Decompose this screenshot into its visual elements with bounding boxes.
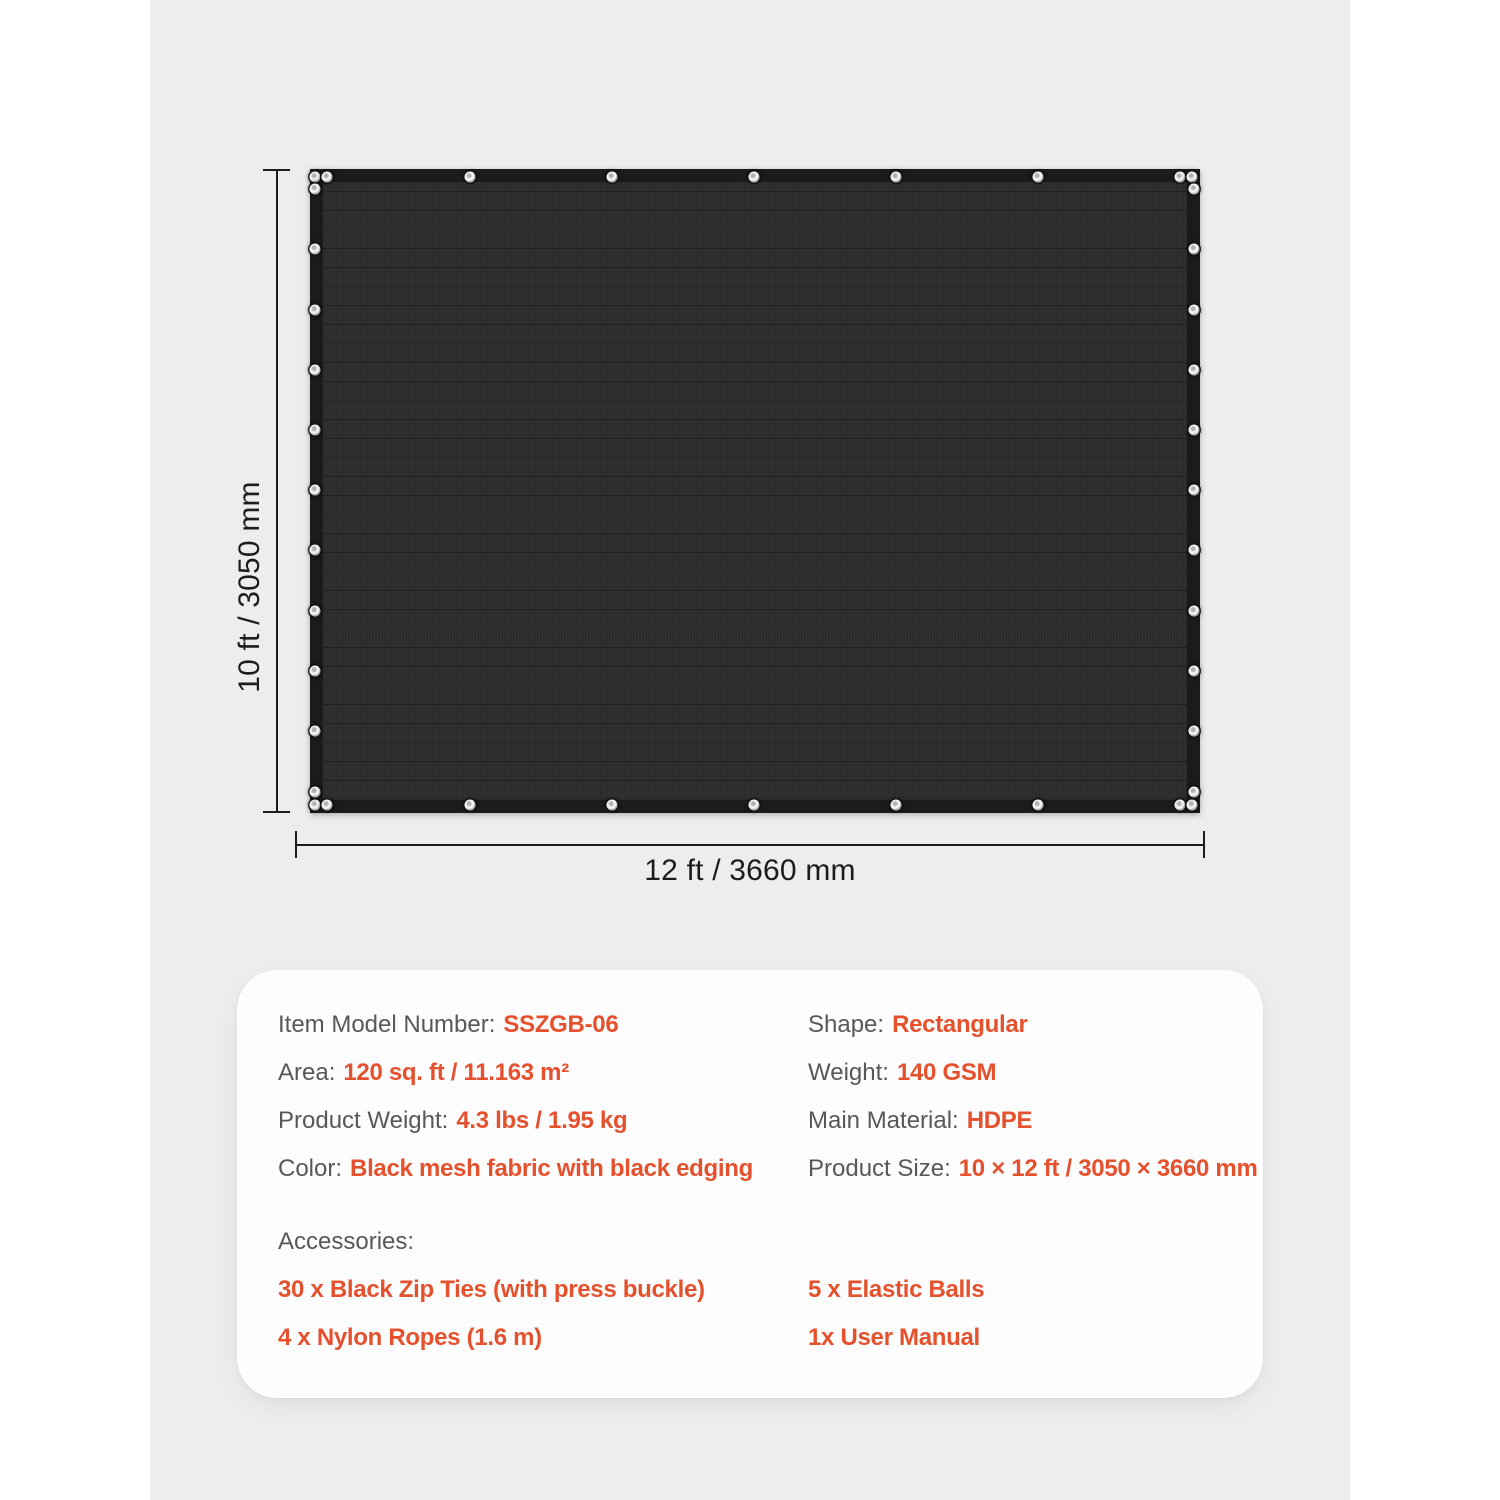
spec-value: HDPE [966, 1107, 1033, 1134]
mesh-texture [323, 182, 1187, 800]
spec-row-item-model-number [278, 1001, 753, 1049]
grommet-icon [607, 800, 618, 811]
grommet-icon [310, 172, 321, 183]
spec-label: Product Weight: [278, 1107, 449, 1134]
spec-column-right [808, 1001, 1258, 1193]
grommet-icon [1189, 606, 1200, 617]
height-dimension-tick-top [263, 169, 290, 171]
accessories-column-left [278, 1266, 705, 1362]
spec-label: Weight: [808, 1059, 889, 1086]
grommet-icon [1189, 244, 1200, 255]
spec-label: Product Size: [808, 1155, 951, 1182]
grommet-icon [310, 365, 321, 376]
accessories-heading [278, 1218, 422, 1266]
grommet-icon [1189, 666, 1200, 677]
grommet-icon [310, 606, 321, 617]
grommet-icon [310, 184, 321, 195]
grommet-icon [322, 800, 333, 811]
spec-value: 10 × 12 ft / 3050 × 3660 mm [958, 1155, 1258, 1182]
spec-row-product-weight [278, 1097, 753, 1145]
width-dimension-label: 12 ft / 3660 mm [644, 854, 856, 887]
grommet-icon [310, 425, 321, 436]
accessory-item-elastic-balls: 5 x Elastic Balls [808, 1276, 985, 1303]
spec-row-main-material [808, 1097, 1258, 1145]
shade-net-illustration [310, 169, 1200, 813]
gray-panel [150, 0, 1350, 1500]
grommet-icon [1189, 787, 1200, 798]
accessory-item-zip-ties: 30 x Black Zip Ties (with press buckle) [278, 1276, 705, 1303]
grommet-icon [1189, 425, 1200, 436]
grommet-icon [310, 787, 321, 798]
accessories-column-right [808, 1266, 984, 1362]
accessory-item-nylon-ropes: 4 x Nylon Ropes (1.6 m) [278, 1324, 542, 1351]
grommet-icon [310, 244, 321, 255]
grommet-icon [322, 172, 333, 183]
spec-value: 120 sq. ft / 11.163 m² [343, 1059, 569, 1086]
spec-card [237, 970, 1263, 1398]
spec-row-product-size [808, 1145, 1258, 1193]
spec-value: Rectangular [892, 1011, 1028, 1038]
grommet-icon [310, 726, 321, 737]
spec-value: 140 GSM [896, 1059, 997, 1086]
spec-label: Shape: [808, 1011, 885, 1038]
width-dimension-tick-right [1203, 831, 1205, 858]
grommet-icon [465, 172, 476, 183]
grommet-icon [310, 545, 321, 556]
spec-value: Black mesh fabric with black edging [350, 1155, 753, 1182]
grommet-icon [1189, 485, 1200, 496]
grommet-icon [749, 800, 760, 811]
width-dimension-line [296, 844, 1204, 846]
grommet-icon [1033, 800, 1044, 811]
grommet-icon [310, 800, 321, 811]
grommet-icon [310, 485, 321, 496]
grommet-icon [1187, 172, 1198, 183]
spec-value: 4.3 lbs / 1.95 kg [456, 1107, 628, 1134]
height-dimension-label: 10 ft / 3050 mm [233, 481, 266, 693]
grommet-icon [749, 172, 760, 183]
spec-label: Area: [278, 1059, 336, 1086]
grommet-icon [1187, 800, 1198, 811]
grommet-icon [310, 305, 321, 316]
width-dimension-tick-left [295, 831, 297, 858]
height-dimension-line [276, 170, 278, 812]
spec-row-color [278, 1145, 753, 1193]
accessories-label: Accessories: [278, 1228, 415, 1255]
height-dimension-tick-bottom [263, 811, 290, 813]
spec-row-shape [808, 1001, 1258, 1049]
spec-label: Item Model Number: [278, 1011, 496, 1038]
spec-row-area [278, 1049, 753, 1097]
grommet-icon [465, 800, 476, 811]
grommet-icon [1189, 726, 1200, 737]
grommet-icon [1175, 172, 1186, 183]
grommet-icon [1189, 545, 1200, 556]
spec-label: Color: [278, 1155, 343, 1182]
grommet-icon [310, 666, 321, 677]
grommet-icon [1189, 365, 1200, 376]
grommet-icon [607, 172, 618, 183]
grommet-icon [891, 172, 902, 183]
spec-row-weight [808, 1049, 1258, 1097]
grommet-icon [1189, 184, 1200, 195]
grommet-icon [1033, 172, 1044, 183]
spec-value: SSZGB-06 [503, 1011, 619, 1038]
grommet-icon [1175, 800, 1186, 811]
grommet-icon [1189, 305, 1200, 316]
grommet-icon [891, 800, 902, 811]
accessory-item-user-manual: 1x User Manual [808, 1324, 980, 1351]
spec-column-left [278, 1001, 753, 1193]
spec-label: Main Material: [808, 1107, 959, 1134]
